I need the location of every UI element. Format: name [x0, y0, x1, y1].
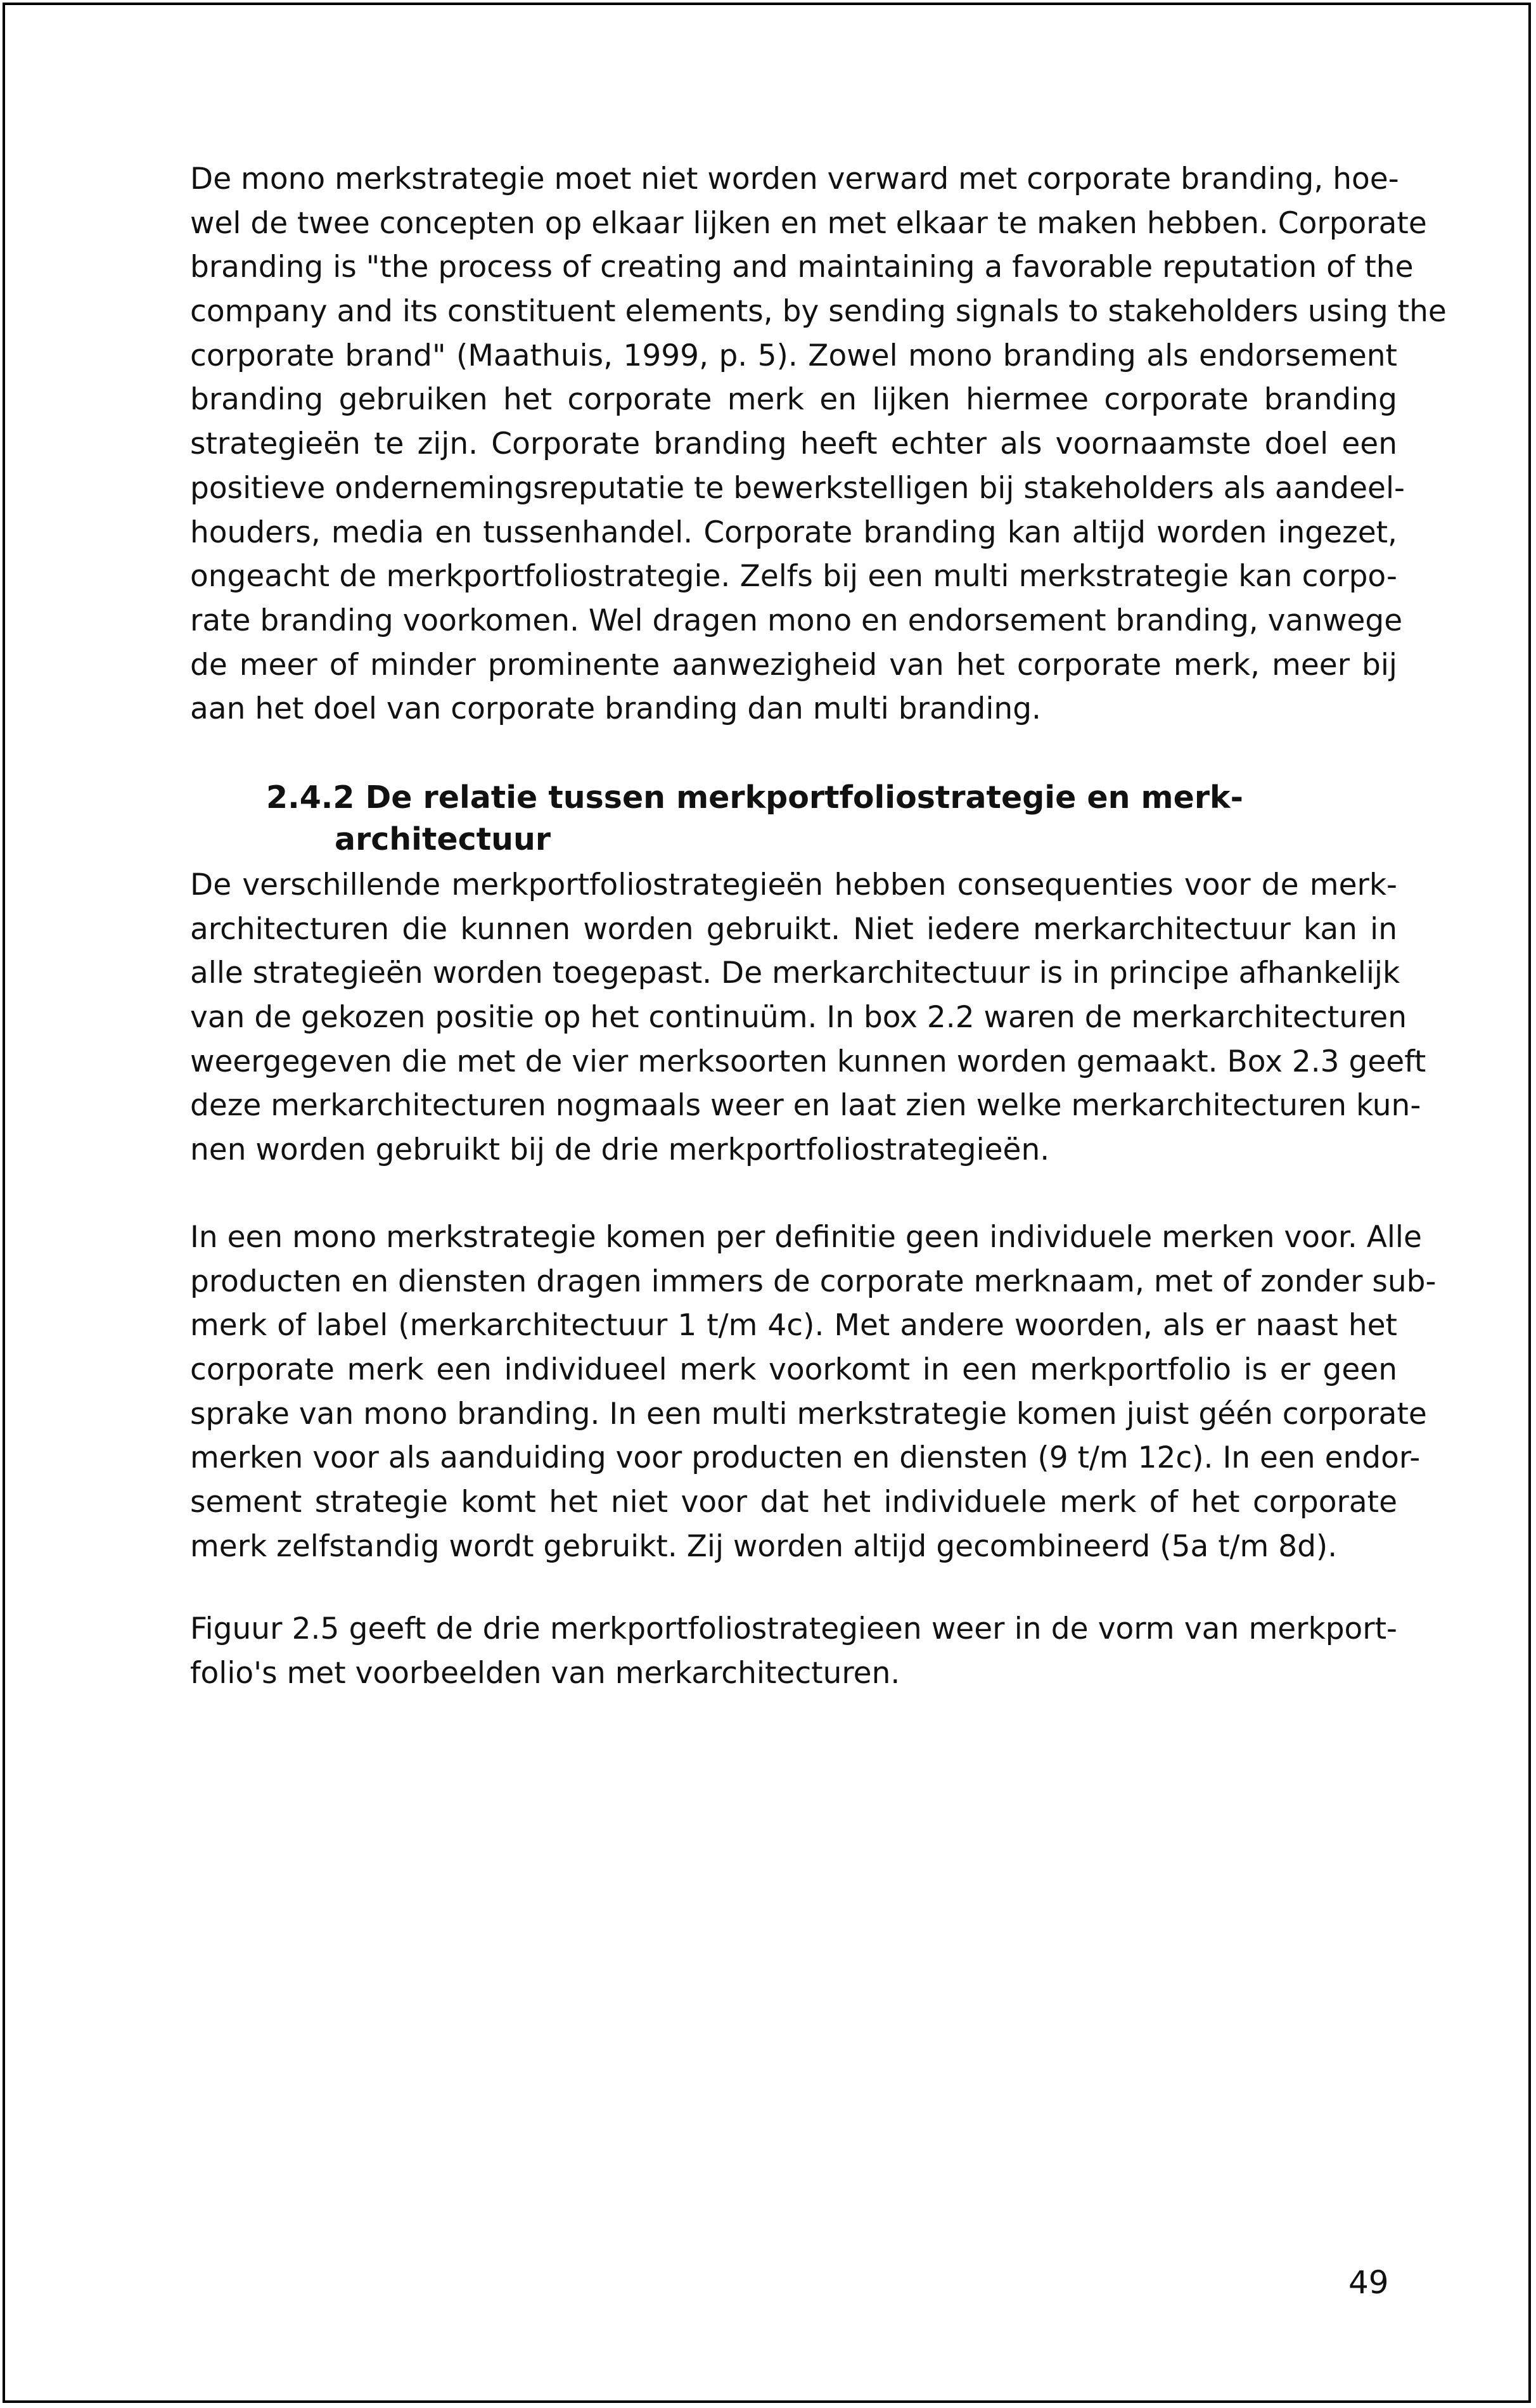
paragraph-line: corporate brand" (Maathuis, 1999, p. 5). Zowel mono branding als endorsement — [190, 338, 1397, 373]
paragraph-line: alle strategieën worden toegepast. De merkarchitectuur is in principe afhankelijk — [190, 956, 1400, 991]
paragraph-line: ongeacht de merkportfoliostrategie. Zelfs bij een multi merkstrategie kan corpo- — [190, 559, 1397, 594]
page-number: 49 — [1348, 2264, 1389, 2301]
section-title: De relatie tussen merkportfoliostrategie en merk- — [365, 779, 1243, 816]
paragraph-line: nen worden gebruikt bij de drie merkportfoliostrategieën. — [190, 1132, 1050, 1168]
paragraph-line: sement strategie komt het niet voor dat het individuele merk of het corporate — [190, 1485, 1397, 1520]
paragraph-line: merk zelfstandig wordt gebruikt. Zij worden altijd gecombineerd (5a t/m 8d). — [190, 1528, 1338, 1564]
paragraph-line: positieve ondernemingsreputatie te bewerkstelligen bij stakeholders als aandeel- — [190, 470, 1405, 506]
paragraph-line: weergegeven die met de vier merksoorten kunnen worden gemaakt. Box 2.3 geeft — [190, 1044, 1426, 1079]
paragraph-line: folio's met voorbeelden van merkarchitecturen. — [190, 1655, 900, 1691]
paragraph-line: merk of label (merkarchitectuur 1 t/m 4c). Met andere woorden, als er naast het — [190, 1308, 1397, 1343]
paragraph-line: corporate merk een individueel merk voorkomt in een merkportfolio is er geen — [190, 1352, 1397, 1388]
paragraph-line: de meer of minder prominente aanwezigheid van het corporate merk, meer bij — [190, 647, 1397, 682]
paragraph-line: strategieën te zijn. Corporate branding heeft echter als voornaamste doel een — [190, 426, 1397, 462]
paragraph-line: deze merkarchitecturen nogmaals weer en laat zien welke merkarchitecturen kun- — [190, 1088, 1421, 1124]
paragraph-line: De verschillende merkportfoliostrategieën hebben consequenties voor de merk- — [190, 868, 1397, 902]
paragraph-figuur — [190, 1607, 1397, 1695]
section-number: 2.4.2 — [266, 779, 355, 816]
section-heading-line2: architectuur — [335, 821, 551, 857]
paragraph-line: houders, media en tussenhandel. Corporate branding kan altijd worden ingezet, — [190, 515, 1397, 550]
paragraph-line: wel de twee concepten op elkaar lijken en met elkaar te maken hebben. Corporate — [190, 205, 1427, 241]
paragraph-line: De mono merkstrategie moet niet worden verward met corporate branding, hoe- — [190, 162, 1399, 196]
paragraph-merkarchitecturen — [190, 863, 1426, 1172]
paragraph-line: company and its constituent elements, by sending signals to stakeholders using the — [190, 294, 1447, 330]
paragraph-line: sprake van mono branding. In een multi merkstrategie komen juist géén corporate — [190, 1396, 1427, 1431]
section-heading — [266, 777, 1343, 861]
paragraph-line: branding is "the process of creating and maintaining a favorable reputation of the — [190, 250, 1414, 285]
paragraph-line: In een mono merkstrategie komen per definitie geen individuele merken voor. Alle — [190, 1220, 1422, 1255]
paragraph-line: producten en diensten dragen immers de corporate merknaam, met of zonder sub- — [190, 1264, 1437, 1299]
paragraph-mono-multi — [190, 1215, 1437, 1569]
paragraph-line: aan het doel van corporate branding dan multi branding. — [190, 691, 1041, 727]
section-heading-line1 — [266, 777, 1343, 819]
paragraph-line: van de gekozen positie op het continuüm. In box 2.2 waren de merkarchitecturen — [190, 1000, 1407, 1035]
paragraph-line: Figuur 2.5 geeft de drie merkportfoliostrategieen weer in de vorm van merkport- — [190, 1611, 1397, 1646]
paragraph-corporate-branding — [190, 157, 1447, 731]
paragraph-line: merken voor als aanduiding voor producten en diensten (9 t/m 12c). In een endor- — [190, 1440, 1421, 1476]
paragraph-line: architecturen die kunnen worden gebruikt. Niet iedere merkarchitectuur kan in — [190, 911, 1397, 947]
paragraph-line: branding gebruiken het corporate merk en lijken hiermee corporate branding — [190, 382, 1397, 418]
paragraph-line: rate branding voorkomen. Wel dragen mono en endorsement branding, vanwege — [190, 603, 1403, 638]
